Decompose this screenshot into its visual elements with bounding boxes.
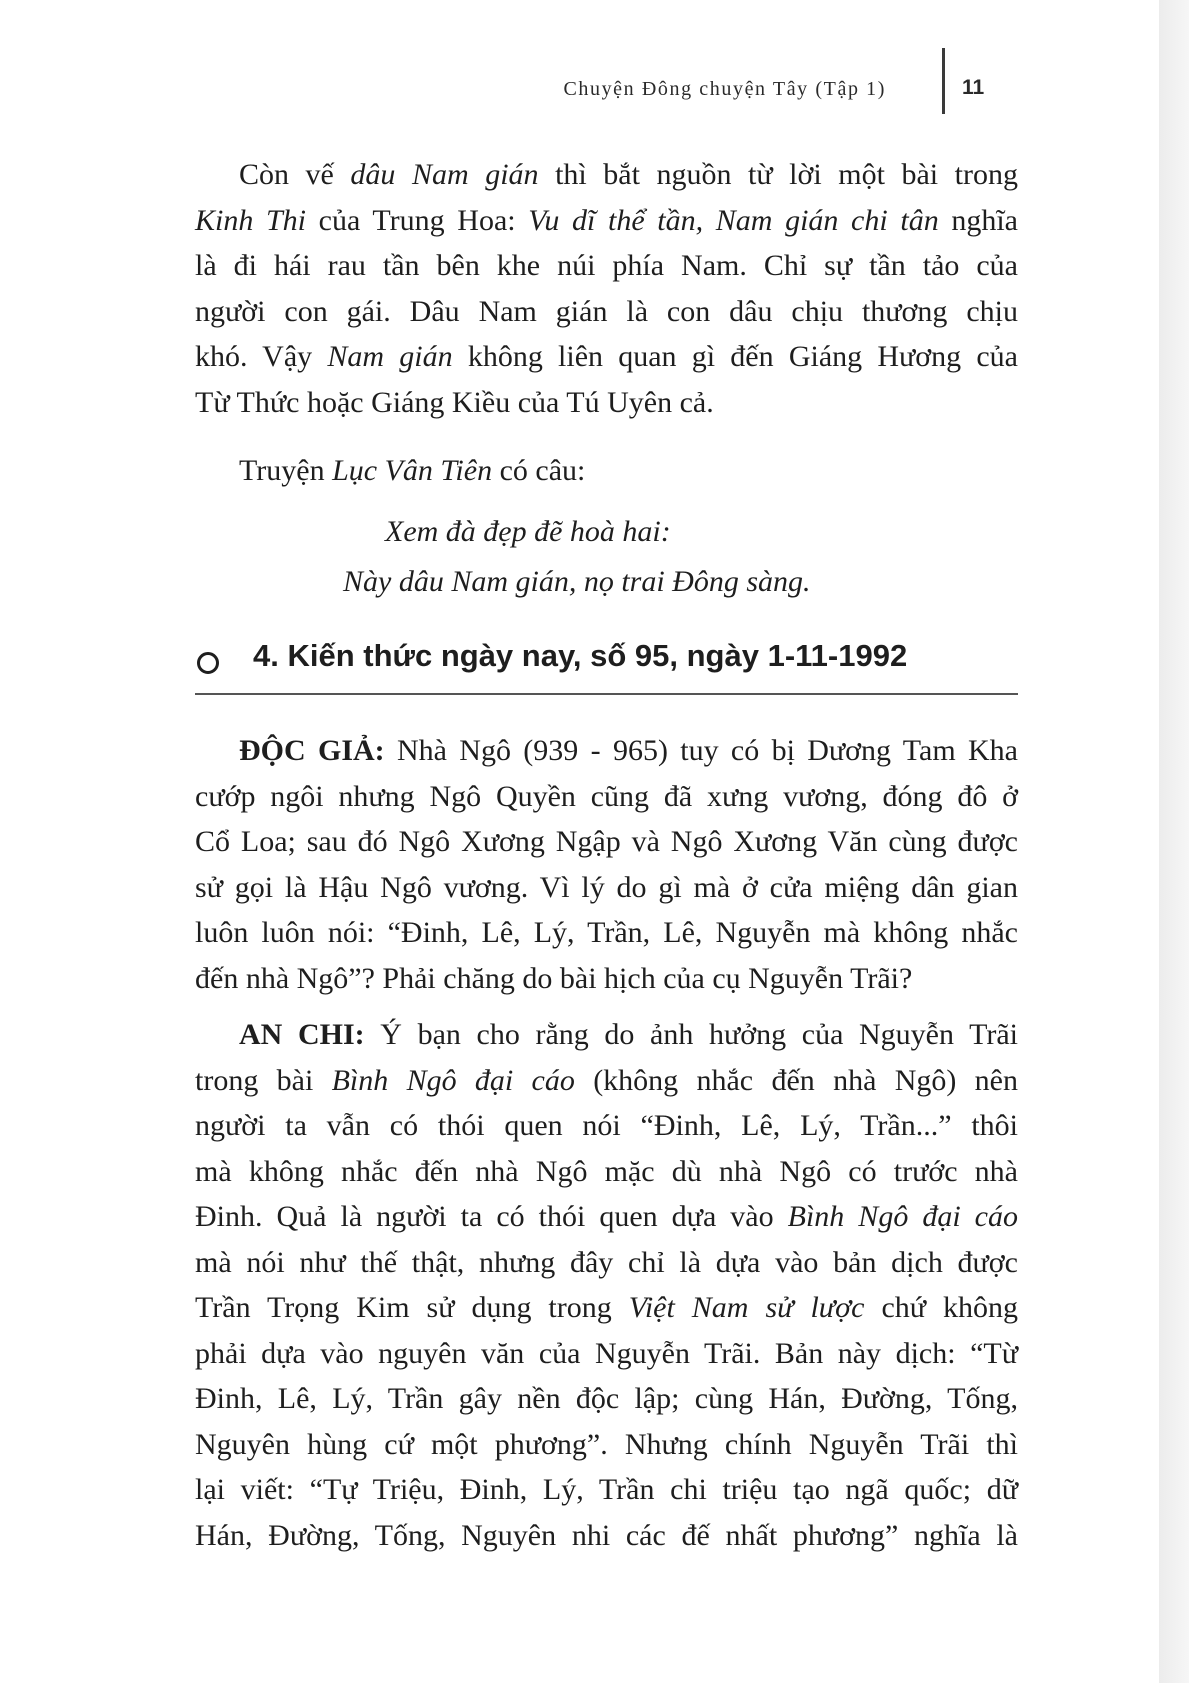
circle-bullet-icon <box>197 652 219 674</box>
reader-question-line: Cổ Loa; sau đó Ngô Xương Ngập và Ngô Xương Văn cùng được <box>195 825 1018 858</box>
paragraph-1-line: Kinh Thi của Trung Hoa: Vu dĩ thể tần, Nam gián chi tân nghĩa <box>195 203 1018 237</box>
section-heading-rule <box>195 693 1018 695</box>
answer-line: Đinh, Lê, Lý, Trần gây nền độc lập; cùng Hán, Đường, Tống, <box>195 1382 1018 1415</box>
answer-line: lại viết: “Tự Triệu, Đinh, Lý, Trần chi triệu tạo ngã quốc; dữ <box>195 1473 1018 1506</box>
reader-question-line: cướp ngôi nhưng Ngô Quyền cũng đã xưng vương, đóng đô ở <box>195 779 1018 813</box>
reader-question-line: luôn luôn nói: “Đinh, Lê, Lý, Trần, Lê, Nguyễn mà không nhắc <box>195 916 1018 949</box>
running-header-title: Chuyện Đông chuyện Tây (Tập 1) <box>563 78 886 100</box>
answer-line: mà nói như thế thật, nhưng đây chỉ là dựa vào bản dịch được <box>195 1245 1018 1279</box>
paragraph-2-line: Truyện Lục Vân Tiên có câu: <box>239 454 586 487</box>
paragraph-1-line: là đi hái rau tần bên khe núi phía Nam. Chỉ sự tần tảo của <box>195 249 1018 282</box>
answer-line: AN CHI: Ý bạn cho rằng do ảnh hưởng của Nguyễn Trãi <box>239 1018 1018 1051</box>
poem-line-1: Xem đà đẹp đẽ hoà hai: <box>385 515 671 548</box>
answer-line: Hán, Đường, Tống, Nguyên nhi các đế nhất phương” nghĩa là <box>195 1518 1018 1552</box>
poem-quote <box>195 507 1018 607</box>
reader-label: ĐỘC GIẢ: <box>239 734 385 767</box>
answer-an-chi <box>195 1012 1018 1558</box>
answer-line: mà không nhắc đến nhà Ngô mặc dù nhà Ngô có trước nhà <box>195 1154 1018 1188</box>
reader-question <box>195 728 1018 1001</box>
paragraph-1-line: người con gái. Dâu Nam gián là con dâu chịu thương chịu <box>195 294 1018 328</box>
answer-line: người ta vẫn có thói quen nói “Đinh, Lê, Lý, Trần...” thôi <box>195 1109 1018 1142</box>
answer-label: AN CHI: <box>239 1018 365 1051</box>
answer-line: Nguyên hùng cứ một phương”. Nhưng chính Nguyễn Trãi thì <box>195 1427 1018 1461</box>
answer-line: Trần Trọng Kim sử dụng trong Việt Nam sử lược chứ không <box>195 1291 1019 1324</box>
reader-question-line: sử gọi là Hậu Ngô vương. Vì lý do gì mà ở cửa miệng dân gian <box>195 870 1018 904</box>
header-divider <box>942 48 945 114</box>
reader-question-line: ĐỘC GIẢ: Nhà Ngô (939 - 965) tuy có bị Dương Tam Kha <box>239 734 1018 767</box>
section-heading <box>195 638 1018 696</box>
paragraph-1 <box>195 152 1018 425</box>
paragraph-1-line: Còn vế dâu Nam gián thì bắt nguồn từ lời một bài trong <box>239 158 1018 191</box>
paragraph-1-line: Từ Thức hoặc Giáng Kiều của Tú Uyên cả. <box>195 385 714 419</box>
page-edge-shadow <box>1159 0 1189 1683</box>
running-header <box>560 72 985 112</box>
answer-line: phải dựa vào nguyên văn của Nguyễn Trãi. Bản này dịch: “Từ <box>195 1336 1018 1370</box>
section-heading-text: 4. Kiến thức ngày nay, số 95, ngày 1-11-1992 <box>253 638 908 673</box>
page-number: 11 <box>962 76 985 99</box>
answer-line: trong bài Bình Ngô đại cáo (không nhắc đến nhà Ngô) nên <box>195 1063 1018 1097</box>
poem-line-2: Này dâu Nam gián, nọ trai Đông sàng. <box>343 565 811 598</box>
paragraph-2 <box>195 448 1018 494</box>
answer-line: Đinh. Quả là người ta có thói quen dựa vào Bình Ngô đại cáo <box>195 1200 1018 1233</box>
paragraph-1-line: khó. Vậy Nam gián không liên quan gì đến Giáng Hương của <box>195 340 1019 373</box>
reader-question-line: đến nhà Ngô”? Phải chăng do bài hịch của cụ Nguyễn Trãi? <box>195 961 913 995</box>
